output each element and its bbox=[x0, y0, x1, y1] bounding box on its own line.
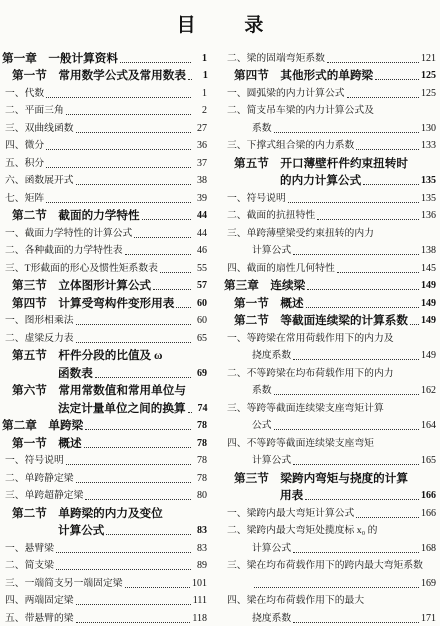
toc-entry-title: 三、双曲线函数 bbox=[5, 122, 74, 134]
toc-entry[interactable] bbox=[224, 153, 436, 171]
toc-page-number: 125 bbox=[421, 87, 436, 99]
toc-page-number: 46 bbox=[197, 245, 207, 256]
dot-leader bbox=[66, 464, 191, 465]
toc-entry-title: 第五节 杆件分段的比值及 ω bbox=[12, 349, 163, 362]
toc-entry[interactable] bbox=[2, 538, 207, 556]
toc-page-number: 69 bbox=[197, 367, 207, 379]
toc-entry[interactable] bbox=[2, 206, 207, 224]
dot-leader bbox=[56, 552, 191, 553]
toc-entry[interactable] bbox=[224, 293, 436, 311]
toc-entry[interactable] bbox=[224, 171, 436, 189]
toc-entry[interactable] bbox=[224, 328, 436, 346]
toc-entry[interactable] bbox=[2, 503, 207, 521]
toc-page-number: 168 bbox=[421, 542, 436, 554]
toc-entry[interactable] bbox=[2, 591, 207, 609]
dot-leader bbox=[85, 499, 191, 500]
dot-leader bbox=[293, 254, 419, 255]
toc-entry-title: 二、虚梁反力表 bbox=[5, 332, 74, 344]
toc-page-number: 162 bbox=[421, 385, 436, 396]
dot-leader bbox=[347, 97, 419, 98]
toc-entry[interactable] bbox=[2, 293, 207, 311]
toc-entry[interactable] bbox=[2, 171, 207, 189]
toc-page-number: 78 bbox=[197, 420, 207, 431]
toc-page-number: 165 bbox=[421, 455, 436, 466]
toc-page-number: 27 bbox=[197, 122, 207, 134]
toc-page-number: 55 bbox=[197, 262, 207, 274]
toc-entry-title: 四、微分 bbox=[5, 140, 45, 151]
toc-entry[interactable] bbox=[2, 468, 207, 486]
toc-entry[interactable] bbox=[224, 591, 436, 609]
toc-page-number: 111 bbox=[192, 595, 207, 606]
toc-page-number: 74 bbox=[197, 402, 208, 414]
toc-entry-title: 四、梁在均布荷载作用下的最大 bbox=[227, 595, 365, 606]
dot-leader bbox=[76, 604, 191, 605]
toc-entry-title: 一、符号说明 bbox=[227, 192, 286, 204]
toc-entry-title: 第一节 概述 bbox=[234, 296, 304, 310]
toc-page-number: 38 bbox=[197, 175, 207, 186]
toc-left-column bbox=[2, 48, 207, 626]
toc-entry-title: 四、不等跨等截面连续梁支座弯矩 bbox=[227, 437, 374, 449]
toc-entry-title: 第二节 单跨梁的内力及变位 bbox=[12, 506, 163, 520]
toc-entry[interactable] bbox=[2, 258, 207, 276]
dot-leader bbox=[46, 202, 191, 203]
toc-entry[interactable] bbox=[2, 241, 207, 259]
dot-leader bbox=[274, 394, 419, 395]
toc-entry-title: 挠度系数 bbox=[252, 612, 292, 624]
dot-leader bbox=[84, 447, 191, 448]
toc-entry-title: 二、平面三角 bbox=[5, 105, 64, 116]
dot-leader bbox=[375, 79, 419, 80]
toc-page-number: 83 bbox=[197, 542, 207, 554]
dot-leader bbox=[95, 377, 191, 378]
toc-page-number: 83 bbox=[197, 525, 207, 536]
dot-leader bbox=[76, 482, 191, 483]
toc-entry[interactable] bbox=[2, 363, 207, 381]
toc-entry[interactable] bbox=[224, 241, 436, 259]
toc-entry[interactable] bbox=[224, 188, 436, 206]
toc-page-number: 135 bbox=[421, 192, 436, 204]
toc-entry-title: 第六节 常用常数值和常用单位与 bbox=[12, 384, 186, 397]
toc-entry[interactable] bbox=[2, 556, 207, 574]
dot-leader bbox=[363, 184, 419, 185]
toc-entry[interactable] bbox=[2, 521, 207, 539]
toc-entry-title: 第二节 等截面连续梁的计算系数 bbox=[234, 314, 408, 327]
dot-leader bbox=[134, 237, 191, 238]
dot-leader bbox=[176, 307, 191, 308]
toc-page-number: 39 bbox=[197, 192, 207, 204]
toc-page-number: 57 bbox=[197, 280, 207, 291]
toc-entry-title: 二、各种截面的力学特性表 bbox=[5, 245, 123, 256]
toc-entry-title: 系数 bbox=[252, 122, 272, 134]
dot-leader bbox=[46, 149, 191, 150]
toc-entry[interactable] bbox=[224, 118, 436, 136]
toc-page-number: 78 bbox=[197, 437, 207, 449]
toc-page-number: 136 bbox=[421, 210, 436, 221]
toc-entry-title: 一、截面力学特性的计算公式 bbox=[5, 227, 133, 239]
toc-entry[interactable] bbox=[224, 363, 436, 381]
toc-entry[interactable] bbox=[2, 486, 207, 504]
toc-entry-title: 第一节 概述 bbox=[12, 436, 82, 450]
dot-leader bbox=[337, 272, 419, 273]
dot-leader bbox=[153, 289, 191, 290]
toc-entry[interactable] bbox=[2, 433, 207, 451]
toc-entry[interactable] bbox=[2, 188, 207, 206]
toc-entry[interactable] bbox=[2, 48, 207, 66]
toc-entry-title: 六、函数展开式 bbox=[5, 175, 74, 186]
toc-page-number: 166 bbox=[421, 507, 436, 519]
toc-entry[interactable] bbox=[224, 486, 436, 504]
toc-entry-title: 计算公式 bbox=[252, 542, 292, 554]
toc-entry[interactable] bbox=[2, 136, 207, 154]
toc-page-number: 60 bbox=[197, 297, 207, 309]
toc-page-number: 149 bbox=[421, 315, 436, 326]
toc-entry[interactable] bbox=[224, 258, 436, 276]
toc-entry-title: 第一节 常用数学公式及常用数表 bbox=[12, 69, 186, 82]
toc-page-number: 121 bbox=[421, 52, 436, 64]
toc-entry[interactable] bbox=[224, 206, 436, 224]
page-title: 目 录 bbox=[176, 15, 286, 36]
toc-page-number: 65 bbox=[197, 332, 207, 344]
toc-entry[interactable] bbox=[2, 451, 207, 469]
toc-page-number: 169 bbox=[421, 577, 436, 589]
toc-entry[interactable] bbox=[224, 573, 436, 591]
toc-entry-title: 一、圆弧梁的内力计算公式 bbox=[227, 87, 345, 99]
toc-entry-title: 公式 bbox=[252, 420, 272, 431]
dot-leader bbox=[356, 149, 419, 150]
toc-entry[interactable] bbox=[224, 83, 436, 101]
toc-entry-title: 二、梁的固端弯矩系数 bbox=[227, 52, 325, 64]
toc-entry-title: 二、单跨静定梁 bbox=[5, 472, 74, 484]
dot-leader bbox=[160, 272, 191, 273]
toc-page-number: 166 bbox=[421, 490, 436, 501]
dot-leader bbox=[142, 219, 191, 220]
toc-entry[interactable] bbox=[224, 346, 436, 364]
toc-entry[interactable] bbox=[2, 573, 207, 591]
toc-page-number: 118 bbox=[192, 612, 207, 624]
toc-entry-title: 三、等跨等截面连续梁支座弯矩计算 bbox=[227, 402, 384, 414]
toc-entry-title: 第三章 连续梁 bbox=[224, 279, 306, 292]
dot-leader bbox=[76, 622, 191, 623]
dot-leader bbox=[274, 429, 419, 430]
toc-entry-title: 一、梁跨内最大弯矩计算公式 bbox=[227, 507, 355, 519]
toc-page-number: 80 bbox=[197, 490, 207, 501]
toc-entry-title: 三、梁在均布荷载作用下的跨内最大弯矩系数 bbox=[227, 560, 423, 571]
toc-entry[interactable] bbox=[224, 136, 436, 154]
toc-entry[interactable] bbox=[224, 433, 436, 451]
toc-entry[interactable] bbox=[2, 416, 207, 434]
toc-entry[interactable] bbox=[2, 66, 207, 84]
toc-entry-title: 四、截面的扇性几何特性 bbox=[227, 262, 335, 274]
toc-entry[interactable] bbox=[224, 521, 436, 539]
toc-entry[interactable] bbox=[2, 608, 207, 626]
toc-entry-title: 二、简支梁 bbox=[5, 560, 54, 571]
dot-leader bbox=[317, 219, 419, 220]
dot-leader bbox=[188, 412, 192, 413]
toc-entry-title: 一、图形相乘法 bbox=[5, 315, 74, 326]
dot-leader bbox=[293, 464, 419, 465]
toc-entry-title: 第三节 梁跨内弯矩与挠度的计算 bbox=[234, 471, 408, 485]
dot-leader bbox=[293, 622, 419, 623]
toc-page-number: 145 bbox=[421, 262, 436, 274]
toc-page-number: 149 bbox=[421, 280, 436, 291]
dot-leader bbox=[293, 359, 419, 360]
toc-entry[interactable] bbox=[224, 381, 436, 399]
toc-page-number: 2 bbox=[202, 105, 207, 116]
toc-entry-title: 五、带悬臂的梁 bbox=[5, 612, 74, 624]
dot-leader bbox=[125, 254, 191, 255]
toc-right-column bbox=[224, 48, 436, 626]
toc-entry-title: 第四节 计算受弯构件变形用表 bbox=[12, 296, 175, 310]
toc-entry-title: 一、代数 bbox=[5, 87, 45, 99]
dot-leader bbox=[46, 167, 191, 168]
toc-entry[interactable] bbox=[224, 276, 436, 294]
toc-entry[interactable] bbox=[2, 223, 207, 241]
dot-leader bbox=[254, 587, 419, 588]
dot-leader bbox=[125, 587, 190, 588]
toc-entry[interactable] bbox=[224, 451, 436, 469]
toc-entry-title: 三、单跨薄壁梁受约束扭转的内力 bbox=[227, 227, 374, 239]
toc-entry-title: 三、一端简支另一端固定梁 bbox=[5, 577, 123, 589]
dot-leader bbox=[120, 62, 191, 63]
toc-entry[interactable] bbox=[224, 66, 436, 84]
toc-page-number: 125 bbox=[421, 70, 436, 81]
toc-page-number: 60 bbox=[197, 315, 207, 326]
dot-leader bbox=[305, 499, 419, 500]
toc-entry[interactable] bbox=[2, 311, 207, 329]
dot-leader bbox=[293, 552, 419, 553]
toc-page-number: 44 bbox=[197, 227, 207, 239]
toc-entry-title: 二、截面的抗扭特性 bbox=[227, 210, 316, 221]
toc-entry[interactable] bbox=[224, 468, 436, 486]
toc-page-number: 1 bbox=[202, 70, 208, 81]
toc-entry-title: 五、积分 bbox=[5, 157, 45, 169]
toc-entry[interactable] bbox=[2, 398, 207, 416]
toc-entry-title: 三、T形截面的形心及惯性矩系数表 bbox=[5, 262, 158, 274]
toc-entry-title: 用表 bbox=[280, 489, 304, 502]
dot-leader bbox=[56, 569, 191, 570]
toc-entry[interactable] bbox=[2, 153, 207, 171]
toc-entry-title: 第三节 立体图形计算公式 bbox=[12, 279, 152, 292]
dot-leader bbox=[76, 342, 191, 343]
toc-entry-title: 第二节 截面的力学特性 bbox=[12, 209, 140, 222]
dot-leader bbox=[306, 307, 419, 308]
toc-page-number: 149 bbox=[421, 297, 436, 309]
toc-entry-title: 计算公式 bbox=[58, 524, 105, 537]
toc-entry-title: 第四节 其他形式的单跨梁 bbox=[234, 69, 374, 82]
toc-entry[interactable] bbox=[224, 48, 436, 66]
toc-entry-title: 第一章 一般计算资料 bbox=[2, 51, 118, 65]
toc-entry[interactable] bbox=[2, 101, 207, 119]
toc-page-number: 138 bbox=[421, 245, 436, 256]
toc-entry[interactable] bbox=[2, 118, 207, 136]
toc-page-number: 164 bbox=[421, 420, 436, 431]
toc-entry-title: 第二章 单跨梁 bbox=[2, 419, 84, 432]
toc-entry-title: 三、单跨超静定梁 bbox=[5, 490, 84, 501]
dot-leader bbox=[76, 324, 191, 325]
dot-leader bbox=[356, 517, 419, 518]
toc-entry-title: 法定计量单位之间的换算 bbox=[58, 401, 186, 415]
toc-entry-title: 一、等跨梁在常用荷载作用下的内力及 bbox=[227, 332, 394, 344]
toc-entry-title: 一、悬臂梁 bbox=[5, 542, 54, 554]
toc-entry-title: 的内力计算公式 bbox=[280, 174, 362, 187]
toc-entry-title: 系数 bbox=[252, 385, 272, 396]
toc-entry-title: 四、两端固定梁 bbox=[5, 595, 74, 606]
toc-entry[interactable] bbox=[2, 346, 207, 364]
toc-page-number: 37 bbox=[197, 157, 207, 169]
toc-entry[interactable] bbox=[2, 381, 207, 399]
dot-leader bbox=[66, 114, 191, 115]
toc-entry[interactable] bbox=[224, 398, 436, 416]
dot-leader bbox=[288, 202, 419, 203]
toc-entry-title: 七、矩阵 bbox=[5, 192, 45, 204]
toc-page-number: 135 bbox=[421, 175, 436, 186]
toc-entry-title: 三、下撑式组合梁的内力系数 bbox=[227, 140, 355, 151]
toc-entry[interactable] bbox=[224, 503, 436, 521]
toc-entry[interactable] bbox=[2, 328, 207, 346]
toc-page-number: 133 bbox=[421, 140, 436, 151]
dot-leader bbox=[76, 132, 191, 133]
dot-leader bbox=[76, 184, 191, 185]
toc-page-number: 130 bbox=[421, 122, 436, 134]
dot-leader bbox=[188, 79, 192, 80]
toc-page-number: 89 bbox=[197, 560, 207, 571]
toc-page-number: 78 bbox=[197, 455, 207, 466]
toc-entry-title: 函数表 bbox=[58, 366, 93, 380]
dot-leader bbox=[106, 534, 191, 535]
dot-leader bbox=[274, 132, 419, 133]
toc-entry[interactable] bbox=[224, 311, 436, 329]
toc-entry[interactable] bbox=[224, 101, 436, 119]
toc-entry-title: 二、简支吊车梁的内力计算公式及 bbox=[227, 105, 374, 116]
toc-entry-title: 计算公式 bbox=[252, 245, 292, 256]
toc-entry[interactable] bbox=[224, 223, 436, 241]
toc-entry[interactable] bbox=[2, 83, 207, 101]
toc-page-number: 1 bbox=[202, 52, 207, 64]
toc-page-number: 171 bbox=[421, 612, 436, 624]
toc-page-number: 36 bbox=[197, 140, 207, 151]
toc-entry-title: 挠度系数 bbox=[252, 350, 292, 361]
toc-page-number: 44 bbox=[197, 210, 207, 221]
toc-page-number: 149 bbox=[421, 350, 436, 361]
toc-entry-title: 计算公式 bbox=[252, 455, 292, 466]
toc-entry-title: 第五节 开口薄壁杆件约束扭转时 bbox=[234, 156, 408, 170]
dot-leader bbox=[307, 289, 419, 290]
toc-page-number: 101 bbox=[192, 577, 207, 589]
dot-leader bbox=[410, 324, 419, 325]
toc-entry-title: 二、梁跨内最大弯矩处揽度标 x₀ 的 bbox=[227, 525, 378, 536]
toc-entry-title: 一、符号说明 bbox=[5, 455, 64, 466]
toc-page-number: 78 bbox=[197, 472, 207, 484]
toc-entry[interactable] bbox=[224, 556, 436, 574]
dot-leader bbox=[46, 97, 191, 98]
toc-entry[interactable] bbox=[224, 608, 436, 626]
toc-entry-title: 二、不等跨梁在均布荷载作用下的内力 bbox=[227, 367, 394, 379]
toc-entry[interactable] bbox=[224, 416, 436, 434]
dot-leader bbox=[327, 62, 419, 63]
dot-leader bbox=[85, 429, 191, 430]
toc-page-number: 1 bbox=[202, 87, 207, 99]
toc-entry[interactable] bbox=[224, 538, 436, 556]
toc-entry[interactable] bbox=[2, 276, 207, 294]
